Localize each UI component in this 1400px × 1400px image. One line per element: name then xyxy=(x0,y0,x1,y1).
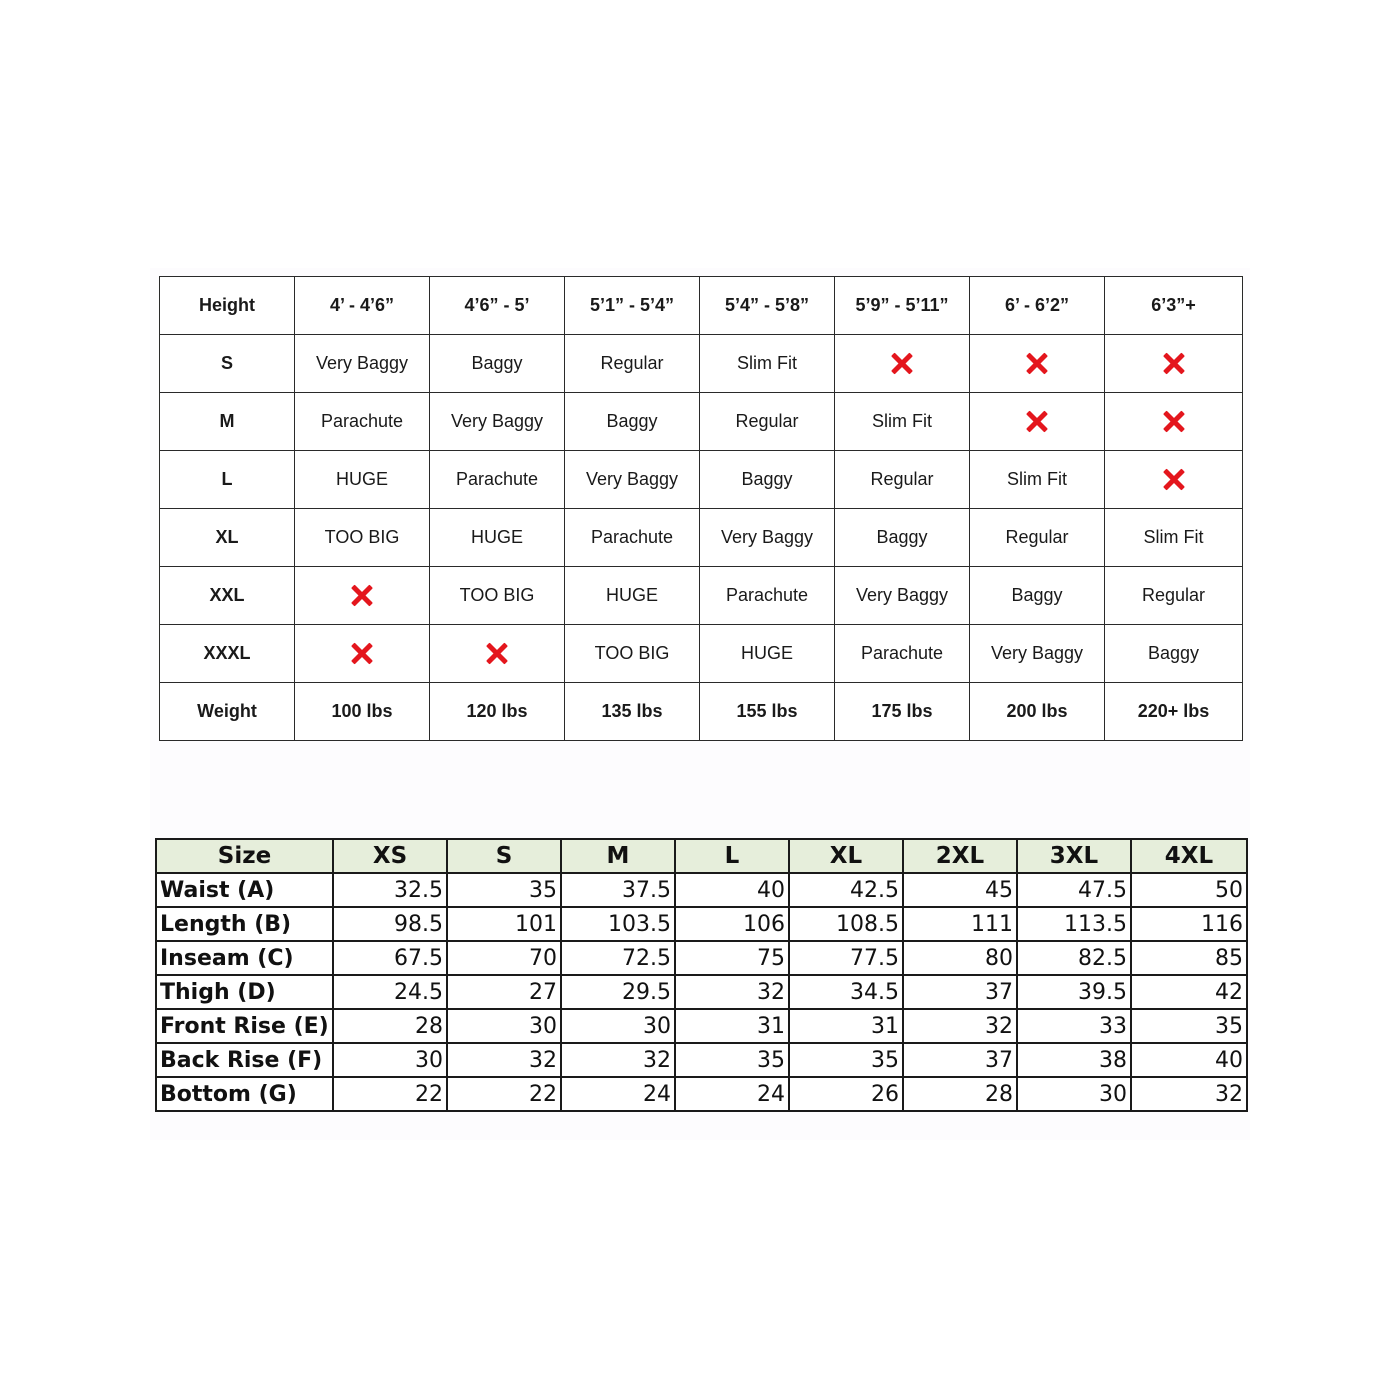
not-available-cell xyxy=(970,393,1105,451)
measurement-value: 37.5 xyxy=(561,873,675,907)
measurement-value: 111 xyxy=(903,907,1017,941)
size-header: XL xyxy=(789,839,903,873)
measurement-value: 32 xyxy=(1131,1077,1247,1111)
weight-value: 175 lbs xyxy=(835,683,970,741)
size-header: S xyxy=(447,839,561,873)
weight-value: 135 lbs xyxy=(565,683,700,741)
fit-row xyxy=(160,509,1243,567)
not-available-cell xyxy=(295,625,430,683)
measurement-value: 32 xyxy=(447,1043,561,1077)
measurement-value: 28 xyxy=(333,1009,447,1043)
fit-chart-table xyxy=(159,276,1243,741)
measurement-value: 32 xyxy=(675,975,789,1009)
measurement-value: 106 xyxy=(675,907,789,941)
size-label: XXXL xyxy=(160,625,295,683)
measurement-row xyxy=(156,941,1247,975)
measurement-value: 30 xyxy=(447,1009,561,1043)
measurement-value: 47.5 xyxy=(1017,873,1131,907)
not-available-cell xyxy=(835,335,970,393)
measurement-value: 22 xyxy=(333,1077,447,1111)
fit-cell: Regular xyxy=(970,509,1105,567)
fit-cell: Baggy xyxy=(970,567,1105,625)
size-header: M xyxy=(561,839,675,873)
weight-label: Weight xyxy=(160,683,295,741)
measurement-value: 39.5 xyxy=(1017,975,1131,1009)
measurement-value: 31 xyxy=(675,1009,789,1043)
height-range-header: 6’3”+ xyxy=(1105,277,1243,335)
measurement-value: 113.5 xyxy=(1017,907,1131,941)
measurement-label: Bottom (G) xyxy=(156,1077,333,1111)
size-header: 3XL xyxy=(1017,839,1131,873)
measurement-label: Front Rise (E) xyxy=(156,1009,333,1043)
fit-cell: Parachute xyxy=(700,567,835,625)
fit-cell: Very Baggy xyxy=(565,451,700,509)
measurement-value: 32 xyxy=(903,1009,1017,1043)
fit-cell: TOO BIG xyxy=(295,509,430,567)
measurement-value: 45 xyxy=(903,873,1017,907)
size-label: L xyxy=(160,451,295,509)
height-range-header: 5’4” - 5’8” xyxy=(700,277,835,335)
measurement-value: 30 xyxy=(1017,1077,1131,1111)
fit-cell: TOO BIG xyxy=(565,625,700,683)
red-x-icon xyxy=(1025,352,1049,376)
fit-cell: HUGE xyxy=(295,451,430,509)
measurement-label: Thigh (D) xyxy=(156,975,333,1009)
measurement-value: 32.5 xyxy=(333,873,447,907)
red-x-icon xyxy=(1025,410,1049,434)
fit-cell: Very Baggy xyxy=(700,509,835,567)
fit-cell: Parachute xyxy=(835,625,970,683)
measurement-value: 33 xyxy=(1017,1009,1131,1043)
fit-row xyxy=(160,567,1243,625)
weight-value: 200 lbs xyxy=(970,683,1105,741)
not-available-cell xyxy=(430,625,565,683)
weight-value: 155 lbs xyxy=(700,683,835,741)
fit-cell: Regular xyxy=(835,451,970,509)
measurement-value: 24.5 xyxy=(333,975,447,1009)
measurement-value: 28 xyxy=(903,1077,1017,1111)
measurement-value: 116 xyxy=(1131,907,1247,941)
height-range-header: 5’1” - 5’4” xyxy=(565,277,700,335)
fit-cell: HUGE xyxy=(430,509,565,567)
measurement-value: 31 xyxy=(789,1009,903,1043)
fit-cell: Slim Fit xyxy=(700,335,835,393)
fit-cell: Baggy xyxy=(430,335,565,393)
measurement-row xyxy=(156,1077,1247,1111)
measurement-value: 24 xyxy=(561,1077,675,1111)
size-header: L xyxy=(675,839,789,873)
fit-cell: Slim Fit xyxy=(835,393,970,451)
measurement-value: 37 xyxy=(903,975,1017,1009)
measurement-value: 40 xyxy=(1131,1043,1247,1077)
size-label: XXL xyxy=(160,567,295,625)
size-header: XS xyxy=(333,839,447,873)
red-x-icon xyxy=(1162,352,1186,376)
weight-value: 120 lbs xyxy=(430,683,565,741)
measurement-value: 70 xyxy=(447,941,561,975)
fit-cell: Very Baggy xyxy=(295,335,430,393)
fit-cell: Baggy xyxy=(1105,625,1243,683)
measurement-header-row xyxy=(156,839,1247,873)
measurement-value: 35 xyxy=(1131,1009,1247,1043)
fit-cell: Baggy xyxy=(565,393,700,451)
measurement-value: 75 xyxy=(675,941,789,975)
fit-row xyxy=(160,335,1243,393)
fit-cell: TOO BIG xyxy=(430,567,565,625)
measurement-value: 101 xyxy=(447,907,561,941)
measurement-value: 42 xyxy=(1131,975,1247,1009)
size-label: M xyxy=(160,393,295,451)
fit-cell: Baggy xyxy=(835,509,970,567)
not-available-cell xyxy=(970,335,1105,393)
height-range-header: 5’9” - 5’11” xyxy=(835,277,970,335)
not-available-cell xyxy=(1105,451,1243,509)
measurement-value: 80 xyxy=(903,941,1017,975)
fit-cell: Slim Fit xyxy=(1105,509,1243,567)
measurement-chart-table xyxy=(155,838,1248,1112)
height-range-header: 4’6” - 5’ xyxy=(430,277,565,335)
measurement-value: 27 xyxy=(447,975,561,1009)
measurement-value: 38 xyxy=(1017,1043,1131,1077)
red-x-icon xyxy=(485,642,509,666)
height-label: Height xyxy=(160,277,295,335)
measurement-value: 67.5 xyxy=(333,941,447,975)
not-available-cell xyxy=(295,567,430,625)
red-x-icon xyxy=(350,584,374,608)
fit-row xyxy=(160,625,1243,683)
red-x-icon xyxy=(1162,468,1186,492)
measurement-value: 35 xyxy=(789,1043,903,1077)
measurement-value: 35 xyxy=(447,873,561,907)
red-x-icon xyxy=(350,642,374,666)
measurement-value: 108.5 xyxy=(789,907,903,941)
measurement-value: 50 xyxy=(1131,873,1247,907)
measurement-value: 32 xyxy=(561,1043,675,1077)
measurement-label: Length (B) xyxy=(156,907,333,941)
measurement-value: 40 xyxy=(675,873,789,907)
fit-cell: Regular xyxy=(565,335,700,393)
fit-cell: Very Baggy xyxy=(970,625,1105,683)
measurement-label: Inseam (C) xyxy=(156,941,333,975)
measurement-value: 22 xyxy=(447,1077,561,1111)
size-column-label: Size xyxy=(156,839,333,873)
fit-cell: Regular xyxy=(1105,567,1243,625)
fit-row xyxy=(160,393,1243,451)
size-label: S xyxy=(160,335,295,393)
measurement-value: 30 xyxy=(333,1043,447,1077)
measurement-label: Back Rise (F) xyxy=(156,1043,333,1077)
measurement-row xyxy=(156,975,1247,1009)
measurement-row xyxy=(156,1043,1247,1077)
fit-cell: Very Baggy xyxy=(430,393,565,451)
fit-cell: Very Baggy xyxy=(835,567,970,625)
fit-weight-row xyxy=(160,683,1243,741)
size-header: 4XL xyxy=(1131,839,1247,873)
measurement-row xyxy=(156,873,1247,907)
red-x-icon xyxy=(1162,410,1186,434)
measurement-value: 82.5 xyxy=(1017,941,1131,975)
fit-cell: Slim Fit xyxy=(970,451,1105,509)
measurement-value: 103.5 xyxy=(561,907,675,941)
weight-value: 220+ lbs xyxy=(1105,683,1243,741)
height-range-header: 6’ - 6’2” xyxy=(970,277,1105,335)
not-available-cell xyxy=(1105,335,1243,393)
measurement-value: 42.5 xyxy=(789,873,903,907)
fit-cell: Parachute xyxy=(295,393,430,451)
measurement-value: 77.5 xyxy=(789,941,903,975)
measurement-value: 24 xyxy=(675,1077,789,1111)
red-x-icon xyxy=(890,352,914,376)
measurement-value: 35 xyxy=(675,1043,789,1077)
measurement-value: 26 xyxy=(789,1077,903,1111)
fit-row xyxy=(160,451,1243,509)
measurement-value: 72.5 xyxy=(561,941,675,975)
measurement-value: 98.5 xyxy=(333,907,447,941)
measurement-label: Waist (A) xyxy=(156,873,333,907)
fit-cell: HUGE xyxy=(565,567,700,625)
size-label: XL xyxy=(160,509,295,567)
not-available-cell xyxy=(1105,393,1243,451)
fit-cell: Baggy xyxy=(700,451,835,509)
measurement-value: 34.5 xyxy=(789,975,903,1009)
measurement-row xyxy=(156,1009,1247,1043)
fit-header-row xyxy=(160,277,1243,335)
measurement-value: 37 xyxy=(903,1043,1017,1077)
size-header: 2XL xyxy=(903,839,1017,873)
measurement-row xyxy=(156,907,1247,941)
weight-value: 100 lbs xyxy=(295,683,430,741)
fit-cell: Regular xyxy=(700,393,835,451)
height-range-header: 4’ - 4’6” xyxy=(295,277,430,335)
fit-cell: Parachute xyxy=(565,509,700,567)
measurement-value: 30 xyxy=(561,1009,675,1043)
fit-cell: Parachute xyxy=(430,451,565,509)
fit-cell: HUGE xyxy=(700,625,835,683)
measurement-value: 29.5 xyxy=(561,975,675,1009)
measurement-value: 85 xyxy=(1131,941,1247,975)
